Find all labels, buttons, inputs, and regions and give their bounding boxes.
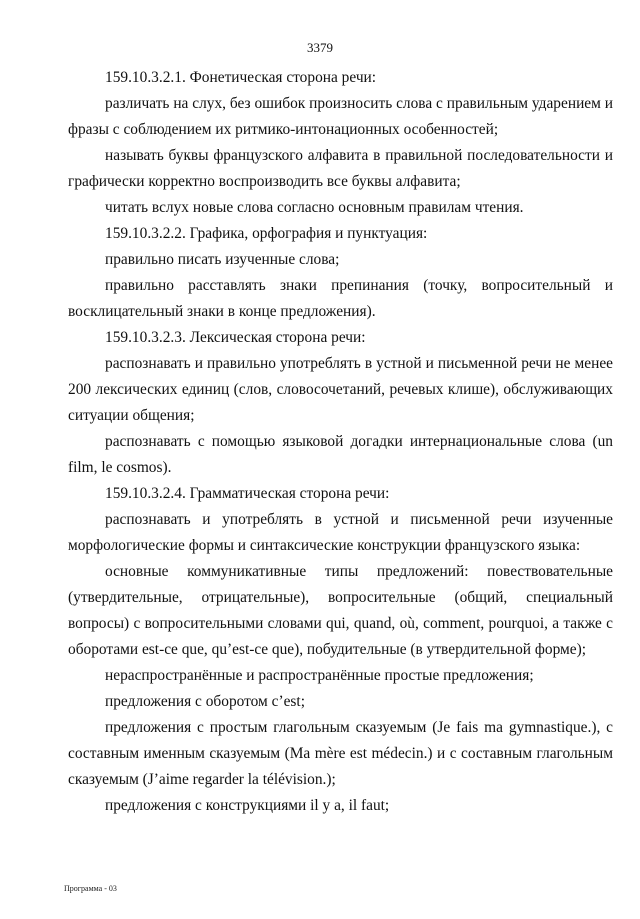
paragraph-heading-grammar: 159.10.3.2.4. Грамматическая сторона речи: <box>105 485 390 502</box>
paragraph: распознавать и употреблять в устной и письменной речи изученные морфологические формы и синтаксические конструкции французского языка: <box>68 511 613 554</box>
paragraph-heading-graphics: 159.10.3.2.2. Графика, орфография и пунктуация: <box>105 225 428 242</box>
body-text <box>68 65 613 819</box>
page-number: 3379 <box>307 40 333 55</box>
paragraph: читать вслух новые слова согласно основным правилам чтения. <box>105 199 524 216</box>
paragraph: правильно расставлять знаки препинания (точку, вопросительный и восклицательный знаки в конце предложения). <box>68 277 613 320</box>
footer-program-label: Программа - 03 <box>64 884 117 893</box>
paragraph-heading-phonetics: 159.10.3.2.1. Фонетическая сторона речи: <box>105 69 377 86</box>
paragraph: правильно писать изученные слова; <box>105 251 340 268</box>
paragraph: различать на слух, без ошибок произносить слова с правильным ударением и фразы с соблюдением их ритмико-интонационных особенностей; <box>68 95 613 138</box>
paragraph: называть буквы французского алфавита в правильной последовательности и графически корректно воспроизводить все буквы алфавита; <box>68 147 613 190</box>
paragraph: распознавать с помощью языковой догадки интернациональные слова (un film, le cosmos). <box>68 433 613 476</box>
paragraph: предложения с простым глагольным сказуемым (Je fais ma gymnastique.), с составным именным сказуемым (Ma mère est médecin.) и с составным глагольным сказуемым (J’aime regarder la télévision.); <box>68 719 613 788</box>
paragraph: распознавать и правильно употреблять в устной и письменной речи не менее 200 лексических единиц (слов, словосочетаний, речевых клише), обслуживающих ситуации общения; <box>68 355 613 424</box>
paragraph: основные коммуникативные типы предложений: повествовательные (утвердительные, отрицательные), вопросительные (общий, специальный вопросы) с вопросительными словами qui, quand, où, comment, pourquoi, а также с оборотами est-ce que, qu’est-ce que), побудительные (в утвердительной форме); <box>68 563 613 658</box>
paragraph: нераспространённые и распространённые простые предложения; <box>105 667 534 684</box>
paragraph-heading-lexical: 159.10.3.2.3. Лексическая сторона речи: <box>105 329 366 346</box>
paragraph: предложения с конструкциями il y a, il faut; <box>105 797 390 814</box>
paragraph: предложения с оборотом c’est; <box>105 693 305 710</box>
